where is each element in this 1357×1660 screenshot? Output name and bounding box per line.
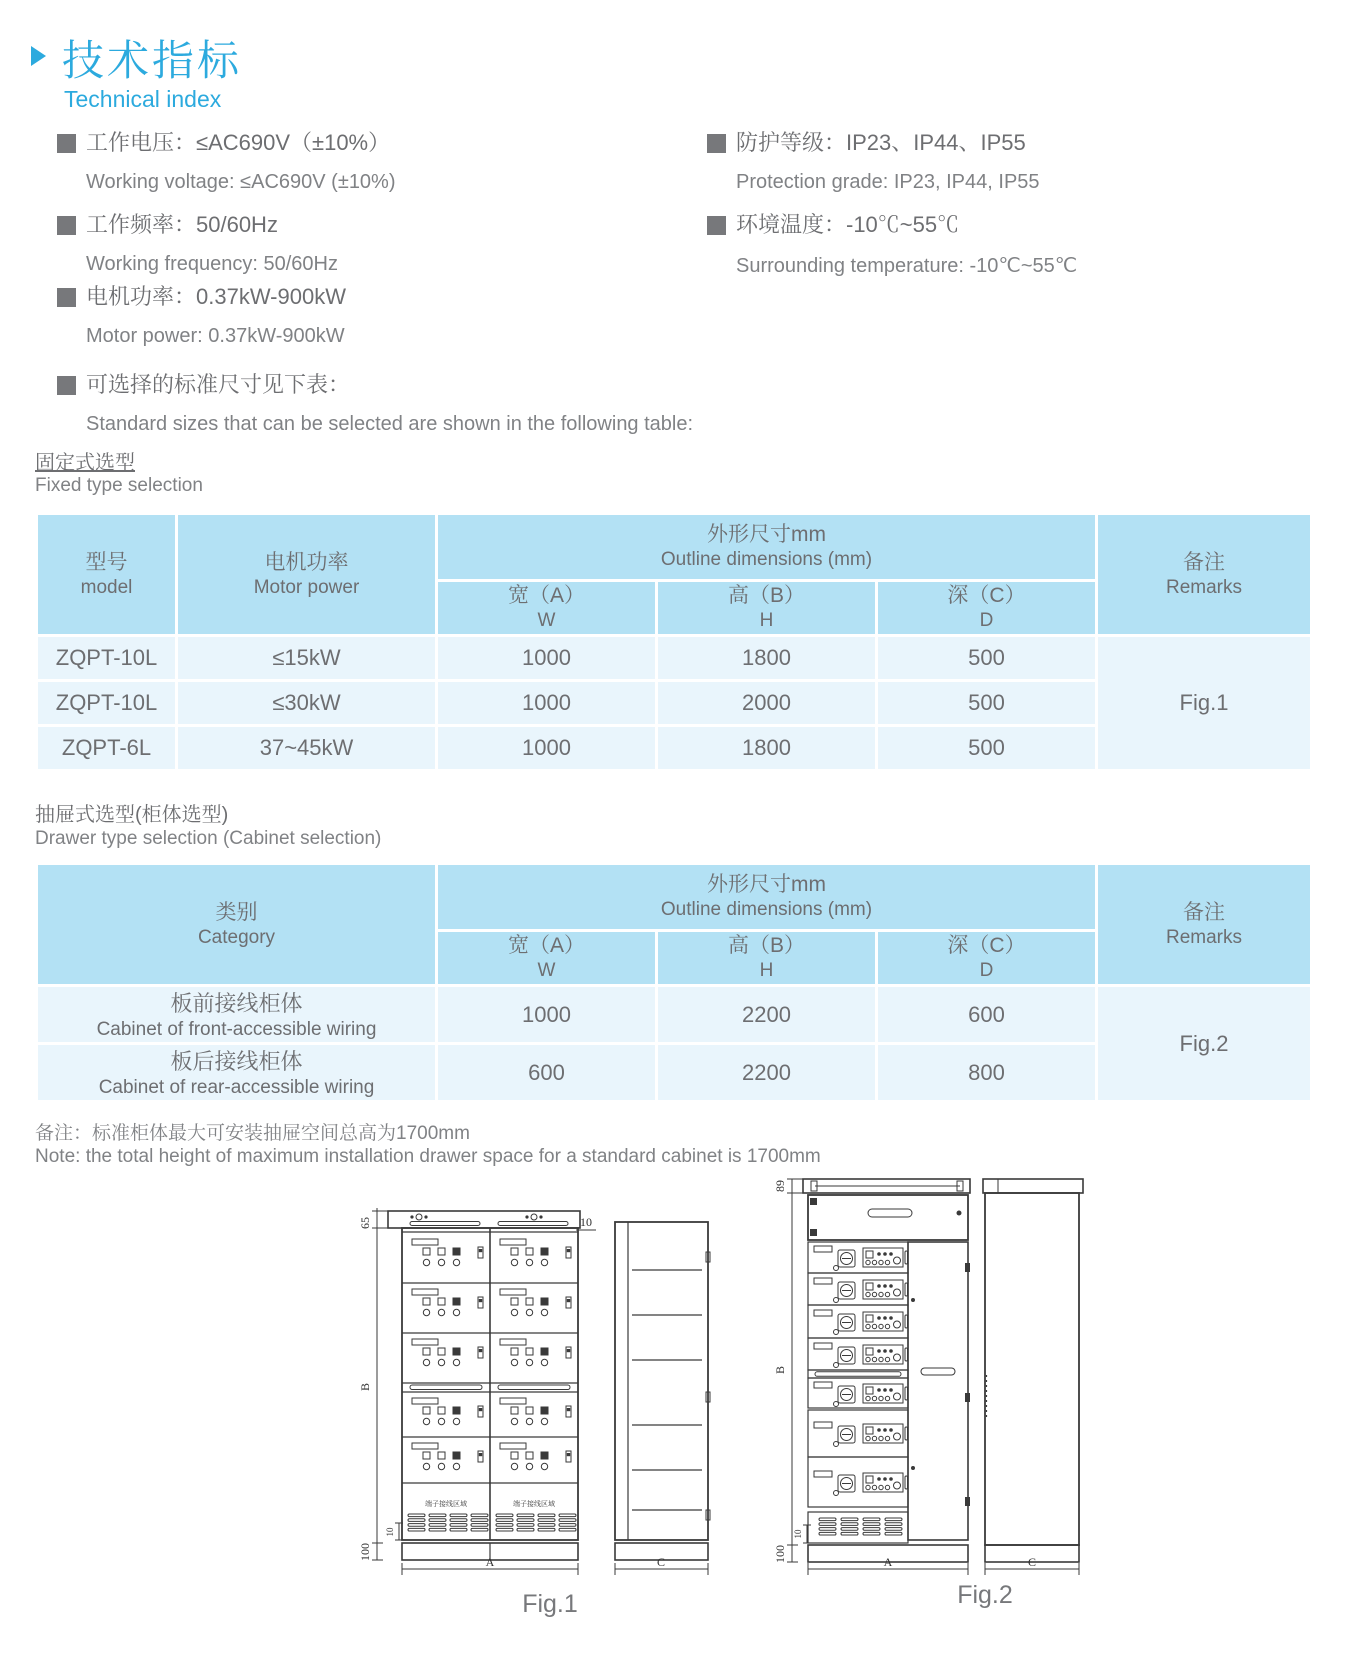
fig2-dim-B: B <box>773 1365 787 1375</box>
fig1-caption: Fig.1 <box>522 1590 578 1618</box>
terminal-area-label: 端子接线区域 <box>425 1501 467 1508</box>
fig2-dimensions <box>787 1179 1079 1575</box>
width-cell: 1000 <box>437 726 657 771</box>
depth-cell: 800 <box>877 1044 1097 1102</box>
category-cell: 板后接线柜体 Cabinet of rear-accessible wiring <box>37 1044 437 1102</box>
spec-en-text: Working voltage: ≤AC690V (±10%) <box>86 171 396 193</box>
fig1-dim-A: A <box>485 1555 495 1569</box>
header-motor-power: 电机功率 Motor power <box>177 514 437 636</box>
header-category: 类别 Category <box>37 864 437 986</box>
fig1-front-view <box>388 1211 580 1560</box>
header-outline-dimensions: 外形尺寸mm Outline dimensions (mm) <box>437 514 1097 581</box>
fig1-side-view <box>615 1222 710 1560</box>
section-arrow-icon <box>31 46 46 66</box>
spec-zh-text: 防护等级：IP23、IP44、IP55 <box>736 130 1026 155</box>
drawer-section-title-en: Drawer type selection (Cabinet selection) <box>35 828 382 849</box>
spec-surrounding-temperature <box>707 212 1077 278</box>
spec-zh-text: 工作频率：50/60Hz <box>86 212 278 237</box>
fig2-dim-10: 10 <box>793 1529 803 1539</box>
drawer-type-table <box>35 862 1313 1103</box>
remarks-cell: Fig.2 <box>1097 986 1312 1102</box>
fig1-dim-65: 65 <box>358 1217 372 1229</box>
note-en: Note: the total height of maximum installation drawer space for a standard cabinet is 1700mm <box>35 1146 821 1167</box>
height-cell: 2200 <box>657 986 877 1044</box>
spec-zh-text: 可选择的标准尺寸见下表： <box>86 372 351 397</box>
table-header-row <box>37 514 1312 581</box>
depth-cell: 600 <box>877 986 1097 1044</box>
width-cell: 600 <box>437 1044 657 1102</box>
page-title-en: Technical index <box>64 86 222 112</box>
height-cell: 2000 <box>657 681 877 726</box>
motor-cell: ≤15kW <box>177 636 437 681</box>
width-cell: 1000 <box>437 986 657 1044</box>
header-width: 宽（A） W <box>437 581 657 636</box>
motor-cell: 37~45kW <box>177 726 437 771</box>
height-cell: 1800 <box>657 636 877 681</box>
fixed-section-title-zh: 固定式选型 <box>35 452 135 474</box>
spec-motor-power <box>57 284 346 348</box>
header-remarks: 备注 Remarks <box>1097 514 1312 636</box>
fig2-front-view <box>803 1179 970 1562</box>
header-depth: 深（C） D <box>877 581 1097 636</box>
fig1-drawing <box>350 1192 730 1632</box>
table-row <box>37 636 1312 681</box>
fig2-dim-89: 89 <box>773 1180 787 1192</box>
note-zh: 备注：标准柜体最大可安装抽屉空间总高为1700mm <box>35 1123 470 1144</box>
square-bullet-icon <box>707 134 726 153</box>
category-cell: 板前接线柜体 Cabinet of front-accessible wiring <box>37 986 437 1044</box>
spec-protection-grade <box>707 130 1040 194</box>
fig1-dim-C: C <box>656 1555 666 1569</box>
depth-cell: 500 <box>877 681 1097 726</box>
spec-en-text: Protection grade: IP23, IP44, IP55 <box>736 171 1040 193</box>
spec-en-text: Standard sizes that can be selected are shown in the following table: <box>86 413 694 435</box>
width-cell: 1000 <box>437 681 657 726</box>
model-cell: ZQPT-6L <box>37 726 177 771</box>
fig2-dim-C: C <box>1027 1555 1037 1569</box>
square-bullet-icon <box>57 134 76 153</box>
drawer-section-title-zh: 抽屉式选型(柜体选型) <box>35 804 229 826</box>
fig1-dim-10-bottom: 10 <box>385 1527 395 1537</box>
page-title-zh: 技术指标 <box>62 37 243 84</box>
fig1-dim-100: 100 <box>358 1543 372 1561</box>
fig2-dim-100: 100 <box>773 1545 787 1563</box>
spec-en-text: Surrounding temperature: -10℃~55℃ <box>736 255 1078 277</box>
spec-table-intro <box>57 372 693 436</box>
fig2-drawing <box>755 1165 1105 1625</box>
width-cell: 1000 <box>437 636 657 681</box>
fig1-dim-10-top: 10 <box>580 1215 592 1229</box>
fixed-type-table <box>35 512 1313 772</box>
square-bullet-icon <box>57 376 76 395</box>
depth-cell: 500 <box>877 636 1097 681</box>
header-outline-dimensions: 外形尺寸mm Outline dimensions (mm) <box>437 864 1097 931</box>
height-cell: 1800 <box>657 726 877 771</box>
table-header-row <box>37 864 1312 931</box>
spec-en-text: Working frequency: 50/60Hz <box>86 253 338 275</box>
model-cell: ZQPT-10L <box>37 681 177 726</box>
header-height: 高（B） H <box>657 931 877 986</box>
fixed-section-title-en: Fixed type selection <box>35 475 203 496</box>
spec-working-voltage <box>57 130 396 194</box>
header-height: 高（B） H <box>657 581 877 636</box>
fig2-caption: Fig.2 <box>957 1581 1013 1609</box>
header-depth: 深（C） D <box>877 931 1097 986</box>
terminal-area-label: 端子接线区域 <box>513 1501 555 1508</box>
header-width: 宽（A） W <box>437 931 657 986</box>
square-bullet-icon <box>707 216 726 235</box>
square-bullet-icon <box>57 216 76 235</box>
spec-zh-text: 环境温度：-10℃~55℃ <box>736 212 960 237</box>
fig2-side-view <box>983 1179 1083 1562</box>
fig1-dim-B: B <box>358 1382 372 1392</box>
table-row <box>37 986 1312 1044</box>
fig2-dim-A: A <box>883 1555 893 1569</box>
height-cell: 2200 <box>657 1044 877 1102</box>
depth-cell: 500 <box>877 726 1097 771</box>
motor-cell: ≤30kW <box>177 681 437 726</box>
spec-zh-text: 工作电压：≤AC690V（±10%） <box>86 130 391 155</box>
square-bullet-icon <box>57 288 76 307</box>
spec-zh-text: 电机功率：0.37kW-900kW <box>86 284 346 309</box>
remarks-cell: Fig.1 <box>1097 636 1312 771</box>
spec-en-text: Motor power: 0.37kW-900kW <box>86 325 345 347</box>
header-remarks: 备注 Remarks <box>1097 864 1312 986</box>
model-cell: ZQPT-10L <box>37 636 177 681</box>
spec-working-frequency <box>57 212 338 276</box>
header-model: 型号 model <box>37 514 177 636</box>
